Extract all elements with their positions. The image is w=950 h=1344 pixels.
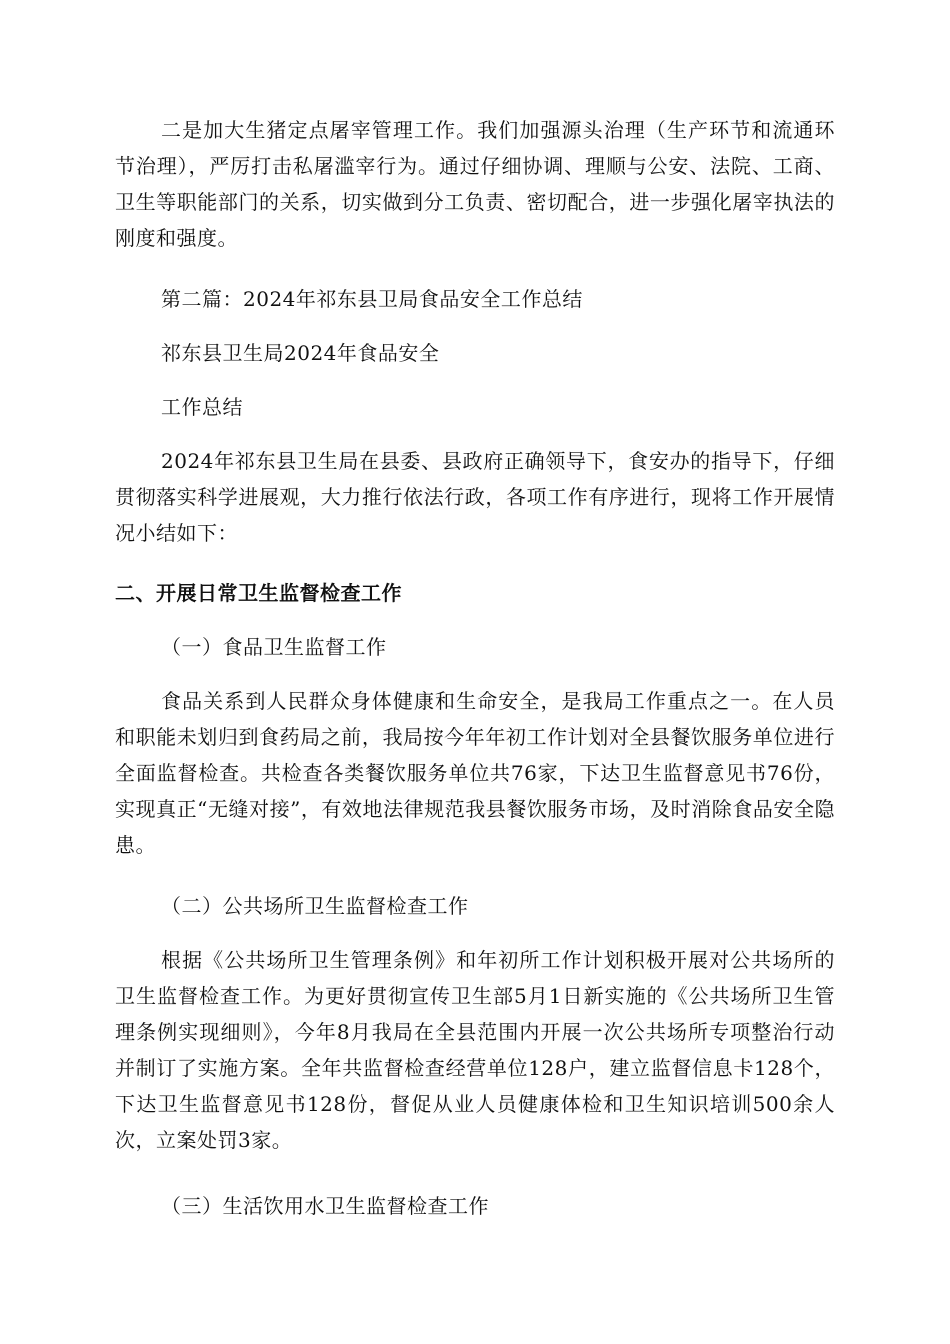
subsection-drinking-water: （三）生活饮用水卫生监督检查工作 — [161, 1194, 489, 1218]
subsection-food-hygiene: （一）食品卫生监督工作 — [161, 635, 387, 659]
report-title-line1: 祁东县卫生局2024年食品安全 — [161, 341, 440, 365]
subsection-public-places: （二）公共场所卫生监督检查工作 — [161, 894, 469, 918]
paragraph-introduction: 2024年祁东县卫生局在县委、县政府正确领导下，食安办的指导下，仔细贯彻落实科学进展观，大力推行依法行政，各项工作有序进行，现将工作开展情况小结如下： — [115, 449, 835, 545]
paragraph-public-places: 根据《公共场所卫生管理条例》和年初所工作计划积极开展对公共场所的卫生监督检查工作。为更好贯彻宣传卫生部5月1日新实施的《公共场所卫生管理条例实现细则》，今年8月我局在全县范围内开展一次公共场所专项整治行动并制订了实施方案。全年共监督检查经营单位128户，建立监督信息卡128个，下达卫生监督意见书128份，督促从业人员健康体检和卫生知识培训500余人次，立案处罚3家。 — [115, 948, 835, 1152]
paragraph-slaughter-management: 二是加大生猪定点屠宰管理工作。我们加强源头治理（生产环节和流通环节治理），严厉打击私屠滥宰行为。通过仔细协调、理顺与公安、法院、工商、卫生等职能部门的关系，切实做到分工负责、密切配合，进一步强化屠宰执法的刚度和强度。 — [115, 118, 835, 250]
paragraph-food-hygiene: 食品关系到人民群众身体健康和生命安全，是我局工作重点之一。在人员和职能未划归到食药局之前，我局按今年年初工作计划对全县餐饮服务单位进行全面监督检查。共检查各类餐饮服务单位共76家，下达卫生监督意见书76份，实现真正“无缝对接”，有效地法律规范我县餐饮服务市场，及时消除食品安全隐患。 — [115, 689, 835, 857]
section-heading: 二、开展日常卫生监督检查工作 — [115, 581, 402, 605]
article-title: 第二篇：2024年祁东县卫局食品安全工作总结 — [161, 287, 583, 311]
report-title-line2: 工作总结 — [161, 395, 243, 419]
